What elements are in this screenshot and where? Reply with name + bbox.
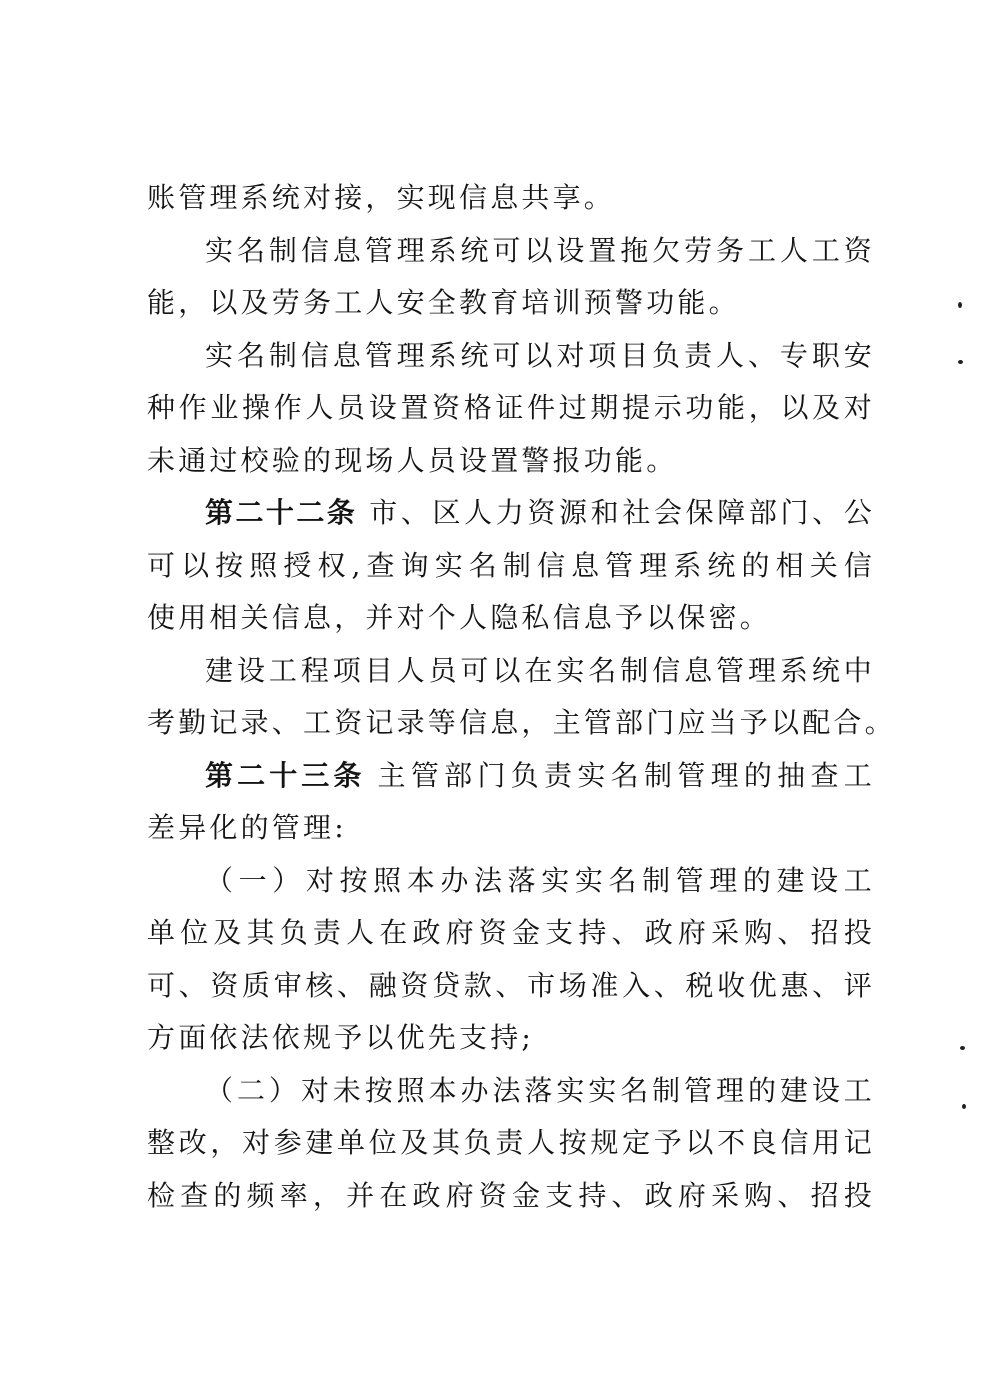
scan-speck	[958, 302, 962, 308]
line-text: 能，以及劳务工人安全教育培训预警功能。	[147, 286, 740, 319]
document-body	[147, 172, 896, 1222]
scan-speck	[958, 360, 963, 364]
paragraph-line	[147, 645, 875, 698]
line-text: 种作业操作人员设置资格证件过期提示功能，以及对	[147, 391, 875, 424]
line-text: 可、资质审核、融资贷款、市场准入、税收优惠、评	[147, 968, 875, 1002]
line-text: 建设工程项目人员可以在实名制信息管理系统中	[205, 653, 875, 687]
paragraph-line	[147, 330, 875, 383]
line-text: 单位及其负责人在政府资金支持、政府采购、招投	[147, 916, 875, 949]
paragraph-line	[147, 802, 875, 855]
scan-speck	[962, 1104, 966, 1109]
paragraph-line	[147, 277, 875, 330]
article-paragraph-line	[147, 750, 875, 803]
paragraph-line	[147, 592, 875, 645]
article-paragraph-line	[147, 487, 875, 540]
line-text: 使用相关信息，并对个人隐私信息予以保密。	[147, 601, 772, 634]
paragraph-line	[147, 1170, 875, 1223]
paragraph-line	[147, 1012, 875, 1065]
line-text: 检查的频率，并在政府资金支持、政府采购、招投	[147, 1178, 875, 1212]
paragraph-line	[147, 907, 875, 960]
line-text: 可以按照授权,查询实名制信息管理系统的相关信	[147, 548, 875, 582]
line-text: 考勤记录、工资记录等信息，主管部门应当予以配合。	[147, 706, 896, 739]
paragraph-line	[147, 540, 875, 593]
line-text: 主管部门负责实名制管理的抽查工	[377, 758, 875, 792]
paragraph-line	[147, 855, 875, 908]
line-text: 方面依法依规予以优先支持;	[147, 1021, 535, 1054]
line-text: 账管理系统对接，实现信息共享。	[147, 181, 616, 214]
paragraph-line	[147, 960, 875, 1013]
line-text: （一）对按照本办法落实实名制管理的建设工	[205, 863, 875, 897]
line-text: 实名制信息管理系统可以设置拖欠劳务工人工资	[205, 233, 875, 267]
line-text: 市、区人力资源和社会保障部门、公	[369, 496, 875, 529]
paragraph-line	[147, 697, 896, 750]
paragraph-line	[147, 435, 875, 488]
paragraph-line	[147, 172, 875, 225]
paragraph-line	[147, 382, 875, 435]
line-text: 差异化的管理:	[147, 811, 347, 844]
line-text: 实名制信息管理系统可以对项目负责人、专职安	[205, 338, 875, 372]
article-number: 第二十二条	[205, 496, 358, 529]
line-text: 未通过校验的现场人员设置警报功能。	[147, 443, 678, 477]
line-text: （二）对未按照本办法落实实名制管理的建设工	[205, 1073, 875, 1107]
line-text: 整改，对参建单位及其负责人按规定予以不良信用记	[147, 1126, 875, 1159]
paragraph-line	[147, 225, 875, 278]
article-number: 第二十三条	[205, 758, 366, 792]
scan-speck	[960, 1046, 965, 1050]
paragraph-line	[147, 1117, 875, 1170]
paragraph-line	[147, 1065, 875, 1118]
